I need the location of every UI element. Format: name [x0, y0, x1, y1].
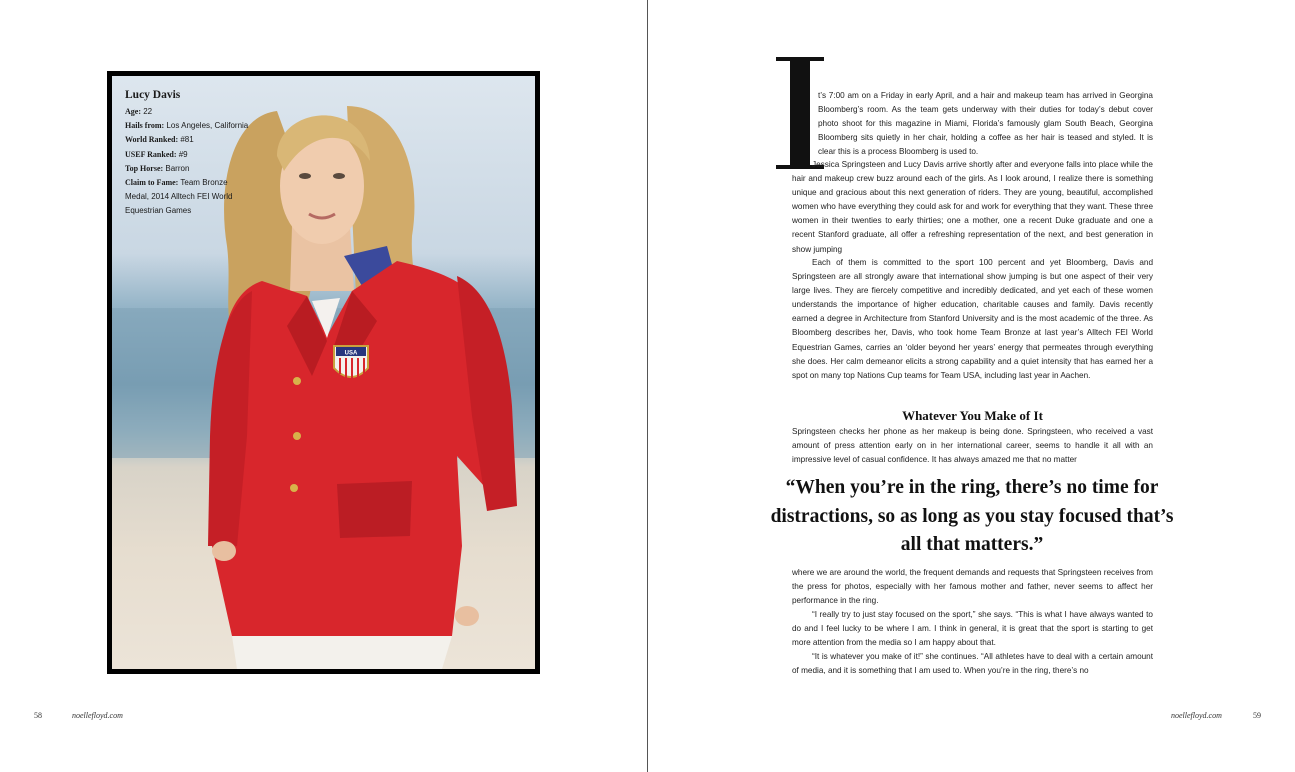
site-url-right: noellefloyd.com: [1171, 711, 1222, 720]
article-paragraph-4: Springsteen checks her phone as her makeup is being done. Springsteen, who received a vast amount of press attention early on in her international career, seems to handle it all with an impressive level of casual confidence. It has always amazed me that no matter: [792, 427, 1153, 465]
bio-name: Lucy Davis: [125, 89, 181, 101]
left-page: [0, 0, 647, 772]
section-subhead: Whatever You Make of It: [902, 408, 1043, 423]
article-paragraph-3: Each of them is committed to the sport 100 percent and yet Bloomberg, Davis and Springsteen are all strongly aware that international show jumping is but one aspect of their very large lives. They are fiercely competitive and incredibly dedicated, and yet each of these women understands the importance of higher education, charitable causes and family. Davis recently earned a degree in Architecture from Stanford University and is the most academic of the three. As Bloomberg describes her, Davis, who took home Team Bronze at last year’s Alltech FEI World Equestrian Games, carries an ‘older beyond her years’ energy that permeates through everything she does. Her calm demeanor elicits a strong capability and a quiet intensity that has earned her a spot on many top Nations Cup teams for Team USA, including last year in Aachen.: [792, 258, 1153, 380]
page-number-left: 58: [34, 711, 42, 720]
article-paragraph-2: Jessica Springsteen and Lucy Davis arrive shortly after and everyone falls into place while the hair and makeup crew buzz around each of the girls. As I look around, I realize there is something unique and gracious about this next generation of riders. They are young, beautiful, accomplished women who have everything they could ask for and work for everything that they want. These three women in their twenties to early thirties; one a mother, one a recent Duke graduate and one a recent Stanford graduate, all offer a refreshing representation of the next, and best generation in show jumping: [792, 160, 1153, 254]
bio-claim-line-3: Equestrian Games: [125, 206, 192, 216]
site-url-left: noellefloyd.com: [72, 711, 123, 720]
bio-box: [125, 89, 265, 219]
photo-frame: [107, 71, 540, 674]
article-paragraph-6: “I really try to just stay focused on the sport,” she says. “This is what I have always wanted to do and I feel lucky to be where I am. I think in general, it is great that the sport is starting to get more attention from the media so I am happy about that.: [792, 610, 1153, 648]
bio-usef-rank: USEF Ranked: #9: [125, 149, 188, 159]
article-paragraph-7: “It is whatever you make of it!” she continues. “All athletes have to deal with a certain amount of media, and it is something that I am used to. When you’re in the ring, there’s no: [792, 652, 1153, 676]
bio-hometown: Hails from: Los Angeles, California: [125, 121, 249, 131]
bio-age: Age: 22: [125, 107, 153, 116]
portrait-photo: [112, 76, 535, 669]
patch-text: USA: [344, 350, 358, 357]
bio-claim-line-2: Medal, 2014 Alltech FEI World: [125, 192, 233, 202]
pull-quote: “When you’re in the ring, there’s no time for distractions, so as long as you stay focused that’s all that matters.”: [770, 477, 1174, 555]
article-paragraph-1: t’s 7:00 am on a Friday in early April, and a hair and makeup team has arrived in Georgina Bloomberg’s room. As the team gets underway with their duties for today’s debut cover photo shoot for this magazine in Miami, Florida’s famously glam South Beach, Georgina Bloomberg sits quietly in her chair, holding a coffee as her hair is teased and styled. It is clear this is a process Bloomberg is used to.: [818, 91, 1153, 157]
bio-world-rank: World Ranked: #81: [125, 135, 194, 145]
page-number-right: 59: [1253, 711, 1261, 720]
bio-claim-to-fame: Claim to Fame: Team Bronze: [125, 178, 228, 188]
bio-top-horse: Top Horse: Barron: [125, 163, 190, 173]
drop-cap: [776, 57, 824, 169]
article-paragraph-5: where we are around the world, the frequent demands and requests that Springsteen receives from the press for photos, especially with her famous mother and father, never seems to affect her performance in the ring.: [792, 568, 1153, 606]
